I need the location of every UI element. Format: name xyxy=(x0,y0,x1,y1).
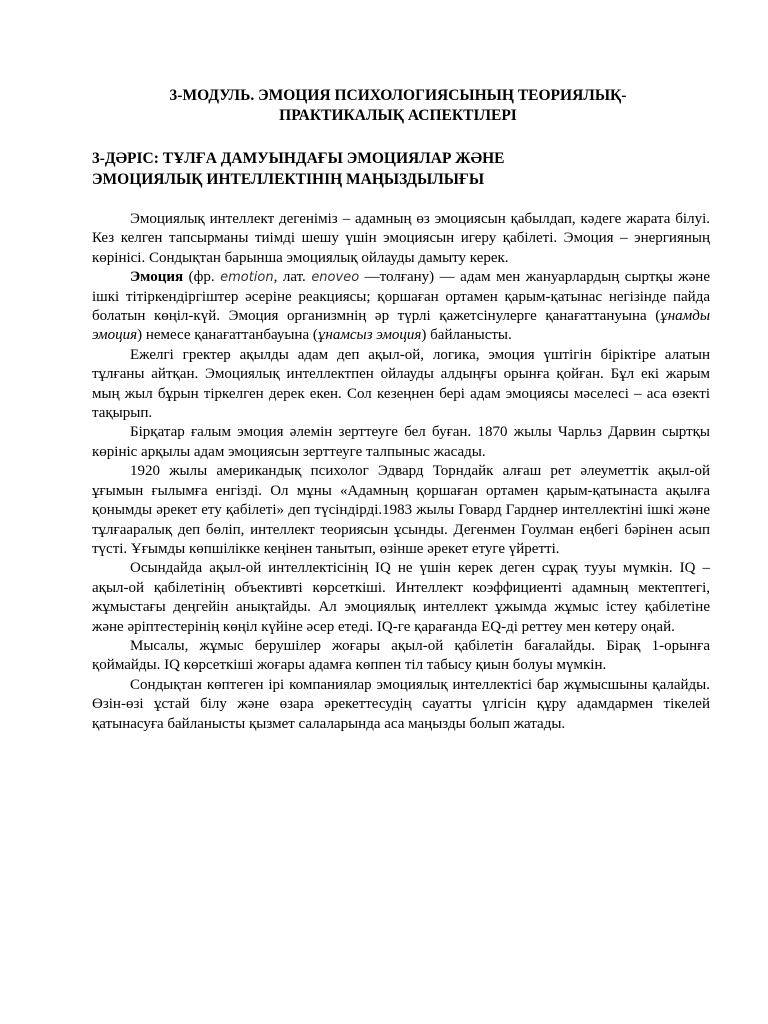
paragraph-2-text-b: , лат. xyxy=(273,269,312,286)
paragraph-1: Эмоциялық интеллект дегеніміз – адамның өз эмоциясын қабылдап, кәдеге жарата білуі. Кез келген тапсырманы тиімді шешу үшін эмоциясын игеру қабілеті. Эмоция – энергияның көрінісі. Сондықтан барынша эмоциялық ойлауды дамыту керек. xyxy=(92,211,710,266)
paragraph-2 xyxy=(92,268,710,346)
paragraph-5: 1920 жылы американдық психолог Эдвард Торндайк алғаш рет әлеуметтік ақыл-ой ұғымын ғылымға енгізді. Ол мұны «Адамның қоршаған ортамен қарым-қатынаста ақылға қонымды әрекет ету қабілеті» деп түсіндірді.1983 жылы Говард Гарднер интеллектіні ішкі және тұлғааралық деп бөліп, интеллект теориясын ұсынды. Дегенмен Гоулман еңбегі бәрінен асып түсті. Ұғымды көпшілікке кеңінен танытып, өзінше әрекет етуге үйретті. xyxy=(92,463,710,557)
latin-word: enoveo xyxy=(311,270,360,286)
paragraph-2-text-c: —толғану) — адам мен жануарлардың сыртқы және ішкі тітіркендіргіштер әсеріне реакциясы; қоршаған ортамен қарым-қатынас негізінде пайда болатын көңіл-күй. Эмоция организмнің әр түрлі қажетсінулерге қанағаттануына ( xyxy=(92,269,710,325)
positive-emotion: ұнамды эмоция xyxy=(92,308,710,344)
lecture-title-line-2: ЭМОЦИЯЛЫҚ ИНТЕЛЛЕКТІНІҢ МАҢЫЗДЫЛЫҒЫ xyxy=(92,171,485,188)
module-title-line-2: ПРАКТИКАЛЫҚ АСПЕКТІЛЕРІ xyxy=(279,107,517,124)
body-text xyxy=(92,210,710,734)
paragraph-3: Ежелгі гректер ақылды адам деп ақыл-ой, логика, эмоция үштігін біріктіре алатын тұлғаны айтқан. Эмоциялық интеллектпен ойлауды алдыңғы орынға қойған. Бұл екі жарым мың жыл бұрын тіркелген дерек екен. Сол кезеңнен бері адам эмоциясы мәселесі – аса өзекті тақырып. xyxy=(92,346,710,422)
paragraph-2-text-d: ) немесе қанағаттанбауына ( xyxy=(137,327,318,344)
french-word: emotion xyxy=(220,270,274,286)
paragraph-6: Осындайда ақыл-ой интеллектісінің IQ не үшін керек деген сұрақ тууы мүмкін. IQ – ақыл-ой қабілетінің объективті көрсеткіші. Интеллект коэффициенті адамның мектептегі, жұмыстағы деңгейін анықтайды. Ал эмоциялық интеллект ұжымда жұмыс істеу қабілетіне және әріптестерінің көңіл күйіне әсер етеді. IQ-ге қарағанда EQ-ді реттеу мен көтеру оңай. xyxy=(92,560,710,635)
emotion-term: Эмоция xyxy=(130,269,184,286)
paragraph-8: Сондықтан көптеген ірі компаниялар эмоциялық интеллектісі бар жұмысшыны қалайды. Өзін-өзі ұстай білу және өзара әрекеттесудің сауатты үлгісін құру адамдармен тікелей қатынасуға байланысты қызмет салаларында аса маңызды болып жатады. xyxy=(92,676,710,732)
lecture-title-line-1: 3-ДӘРІС: ТҰЛҒА ДАМУЫНДАҒЫ ЭМОЦИЯЛАР ЖӘНЕ xyxy=(92,150,505,167)
negative-emotion: ұнамсыз эмоция xyxy=(317,327,422,344)
module-title-line-1: 3-МОДУЛЬ. ЭМОЦИЯ ПСИХОЛОГИЯСЫНЫҢ ТЕОРИЯЛЫҚ- xyxy=(169,87,627,104)
paragraph-2-text-e: ) байланысты. xyxy=(421,327,512,344)
module-title xyxy=(88,86,708,126)
paragraph-4: Бірқатар ғалым эмоция әлемін зерттеуге бел буған. 1870 жылы Чарльз Дарвин сыртқы көрініс арқылы адам эмоциясын зерттеуге талпыныс жасады. xyxy=(92,424,710,460)
paragraph-2-text-a: (фр. xyxy=(183,269,221,286)
paragraph-7: Мысалы, жұмыс берушілер жоғары ақыл-ой қабілетін бағалайды. Бірақ 1-орынға қоймайды. IQ көрсеткіші жоғары адамға көппен тіл табысу қиын болуы мүмкін. xyxy=(92,637,710,674)
lecture-title xyxy=(92,148,692,190)
